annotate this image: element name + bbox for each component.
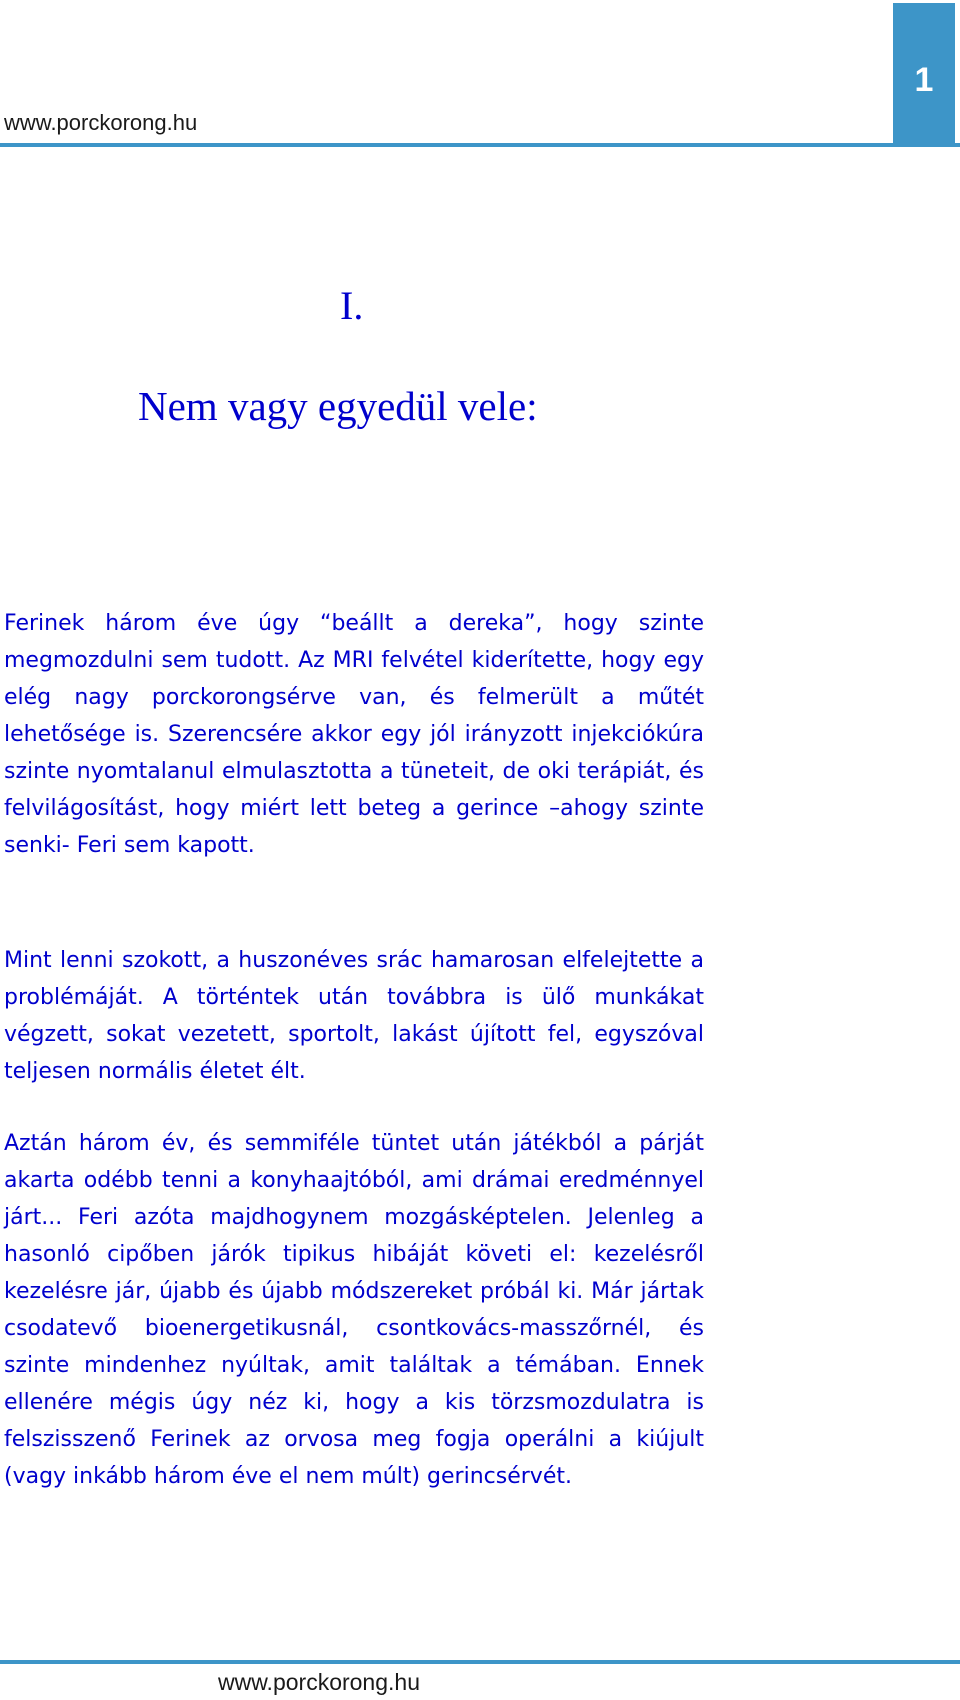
header-divider: [0, 143, 960, 147]
paragraph-3: Aztán három év, és semmiféle tüntet után játékból a párját akarta odébb tenni a konyhaajtóból, ami drámai eredménnyel járt... Feri azóta majdhogynem mozgásképtelen. Jelenleg a hasonló cipőben járók tipikus hibáját követi el: kezelésről kezelésre jár, újabb és újabb módszereket próbál ki. Már jártak csodatevő bioenergetikusnál, csontkovács-masszőrnél, és szinte mindenhez nyúltak, amit találtak a témában. Ennek ellenére mégis úgy néz ki, hogy a kis törzsmozdulatra is felszisszenő Ferinek az orvosa meg fogja operálni a kiújult (vagy inkább három éve el nem múlt) gerincsérvét.: [4, 1131, 704, 1489]
page-number: 1: [914, 61, 934, 99]
paragraph-2: Mint lenni szokott, a huszonéves srác hamarosan elfelejtette a problémáját. A történtek után továbbra is ülő munkákat végzett, sokat vezetett, sportolt, lakást újított fel, egyszóval teljesen normális életet élt.: [4, 948, 704, 1084]
header-website-url: www.porckorong.hu: [4, 110, 198, 135]
chapter-title: Nem vagy egyedül vele:: [138, 383, 538, 429]
chapter-number: I.: [340, 283, 364, 328]
footer-divider: [0, 1660, 960, 1664]
footer-website-url: www.porckorong.hu: [218, 1669, 420, 1695]
paragraph-1: Ferinek három éve úgy “beállt a dereka”, hogy szinte megmozdulni sem tudott. Az MRI felvétel kiderítette, hogy egy elég nagy porckorongsérve van, és felmerült a műtét lehetősége is. Szerencsére akkor egy jól irányzott injekciókúra szinte nyomtalanul elmulasztotta a tüneteit, de oki terápiát, és felvilágosítást, hogy miért lett beteg a gerince –ahogy szinte senki- Feri sem kapott.: [4, 611, 704, 858]
page-number-tab: [893, 3, 955, 145]
